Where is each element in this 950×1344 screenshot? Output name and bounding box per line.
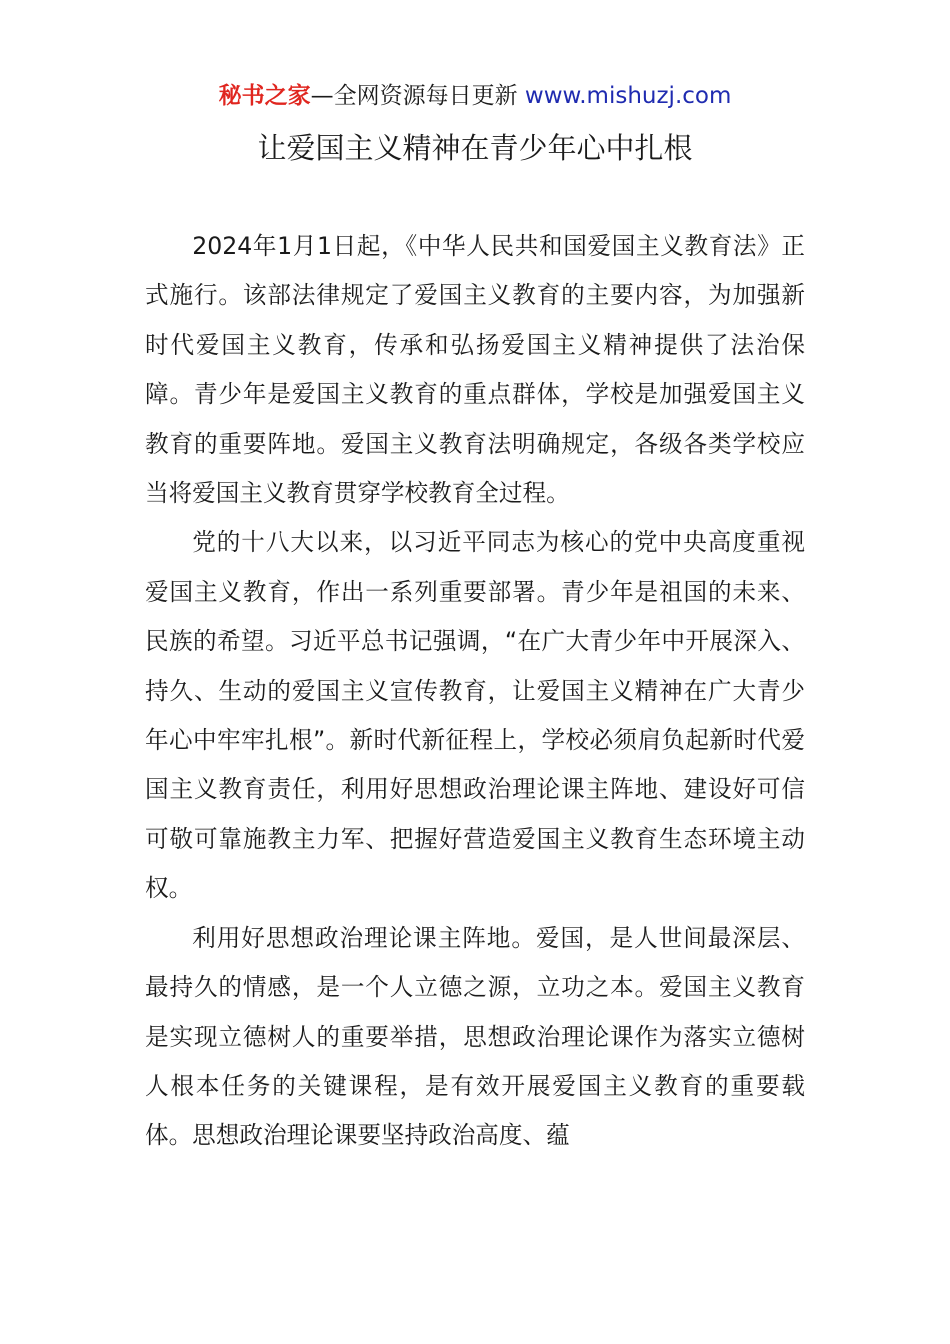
document-title: 让爱国主义精神在青少年心中扎根: [257, 131, 693, 165]
paragraph-1: 2024年1月1日起，《中华人民共和国爱国主义教育法》正式施行。该部法律规定了爱国主义教育的主要内容，为加强新时代爱国主义教育，传承和弘扬爱国主义精神提供了法治保障。青少年是爱国主义教育的重点群体，学校是加强爱国主义教育的重要阵地。爱国主义教育法明确规定，各级各类学校应当将爱国主义教育贯穿学校教育全过程。: [145, 232, 805, 508]
site-header: [0, 80, 950, 112]
site-url-link[interactable]: www.mishuzj.com: [524, 83, 732, 109]
document-body: [145, 222, 805, 1161]
site-brand: 秘书之家: [218, 83, 311, 109]
paragraph-3: 利用好思想政治理论课主阵地。爱国，是人世间最深层、最持久的情感，是一个人立德之源，立功之本。爱国主义教育是实现立德树人的重要举措，思想政治理论课作为落实立德树人根本任务的关键课程，是有效开展爱国主义教育的重要载体。思想政治理论课要坚持政治高度、蕴: [145, 923, 805, 1150]
paragraph-2: 党的十八大以来，以习近平同志为核心的党中央高度重视爱国主义教育，作出一系列重要部署。青少年是祖国的未来、民族的希望。习近平总书记强调，“在广大青少年中开展深入、持久、生动的爱国主义宣传教育，让爱国主义精神在广大青少年心中牢牢扎根”。新时代新征程上，学校必须肩负起新时代爱国主义教育责任，利用好思想政治理论课主阵地、建设好可信可敬可靠施教主力军、把握好营造爱国主义教育生态环境主动权。: [145, 528, 805, 903]
site-tagline: —全网资源每日更新: [310, 83, 518, 109]
